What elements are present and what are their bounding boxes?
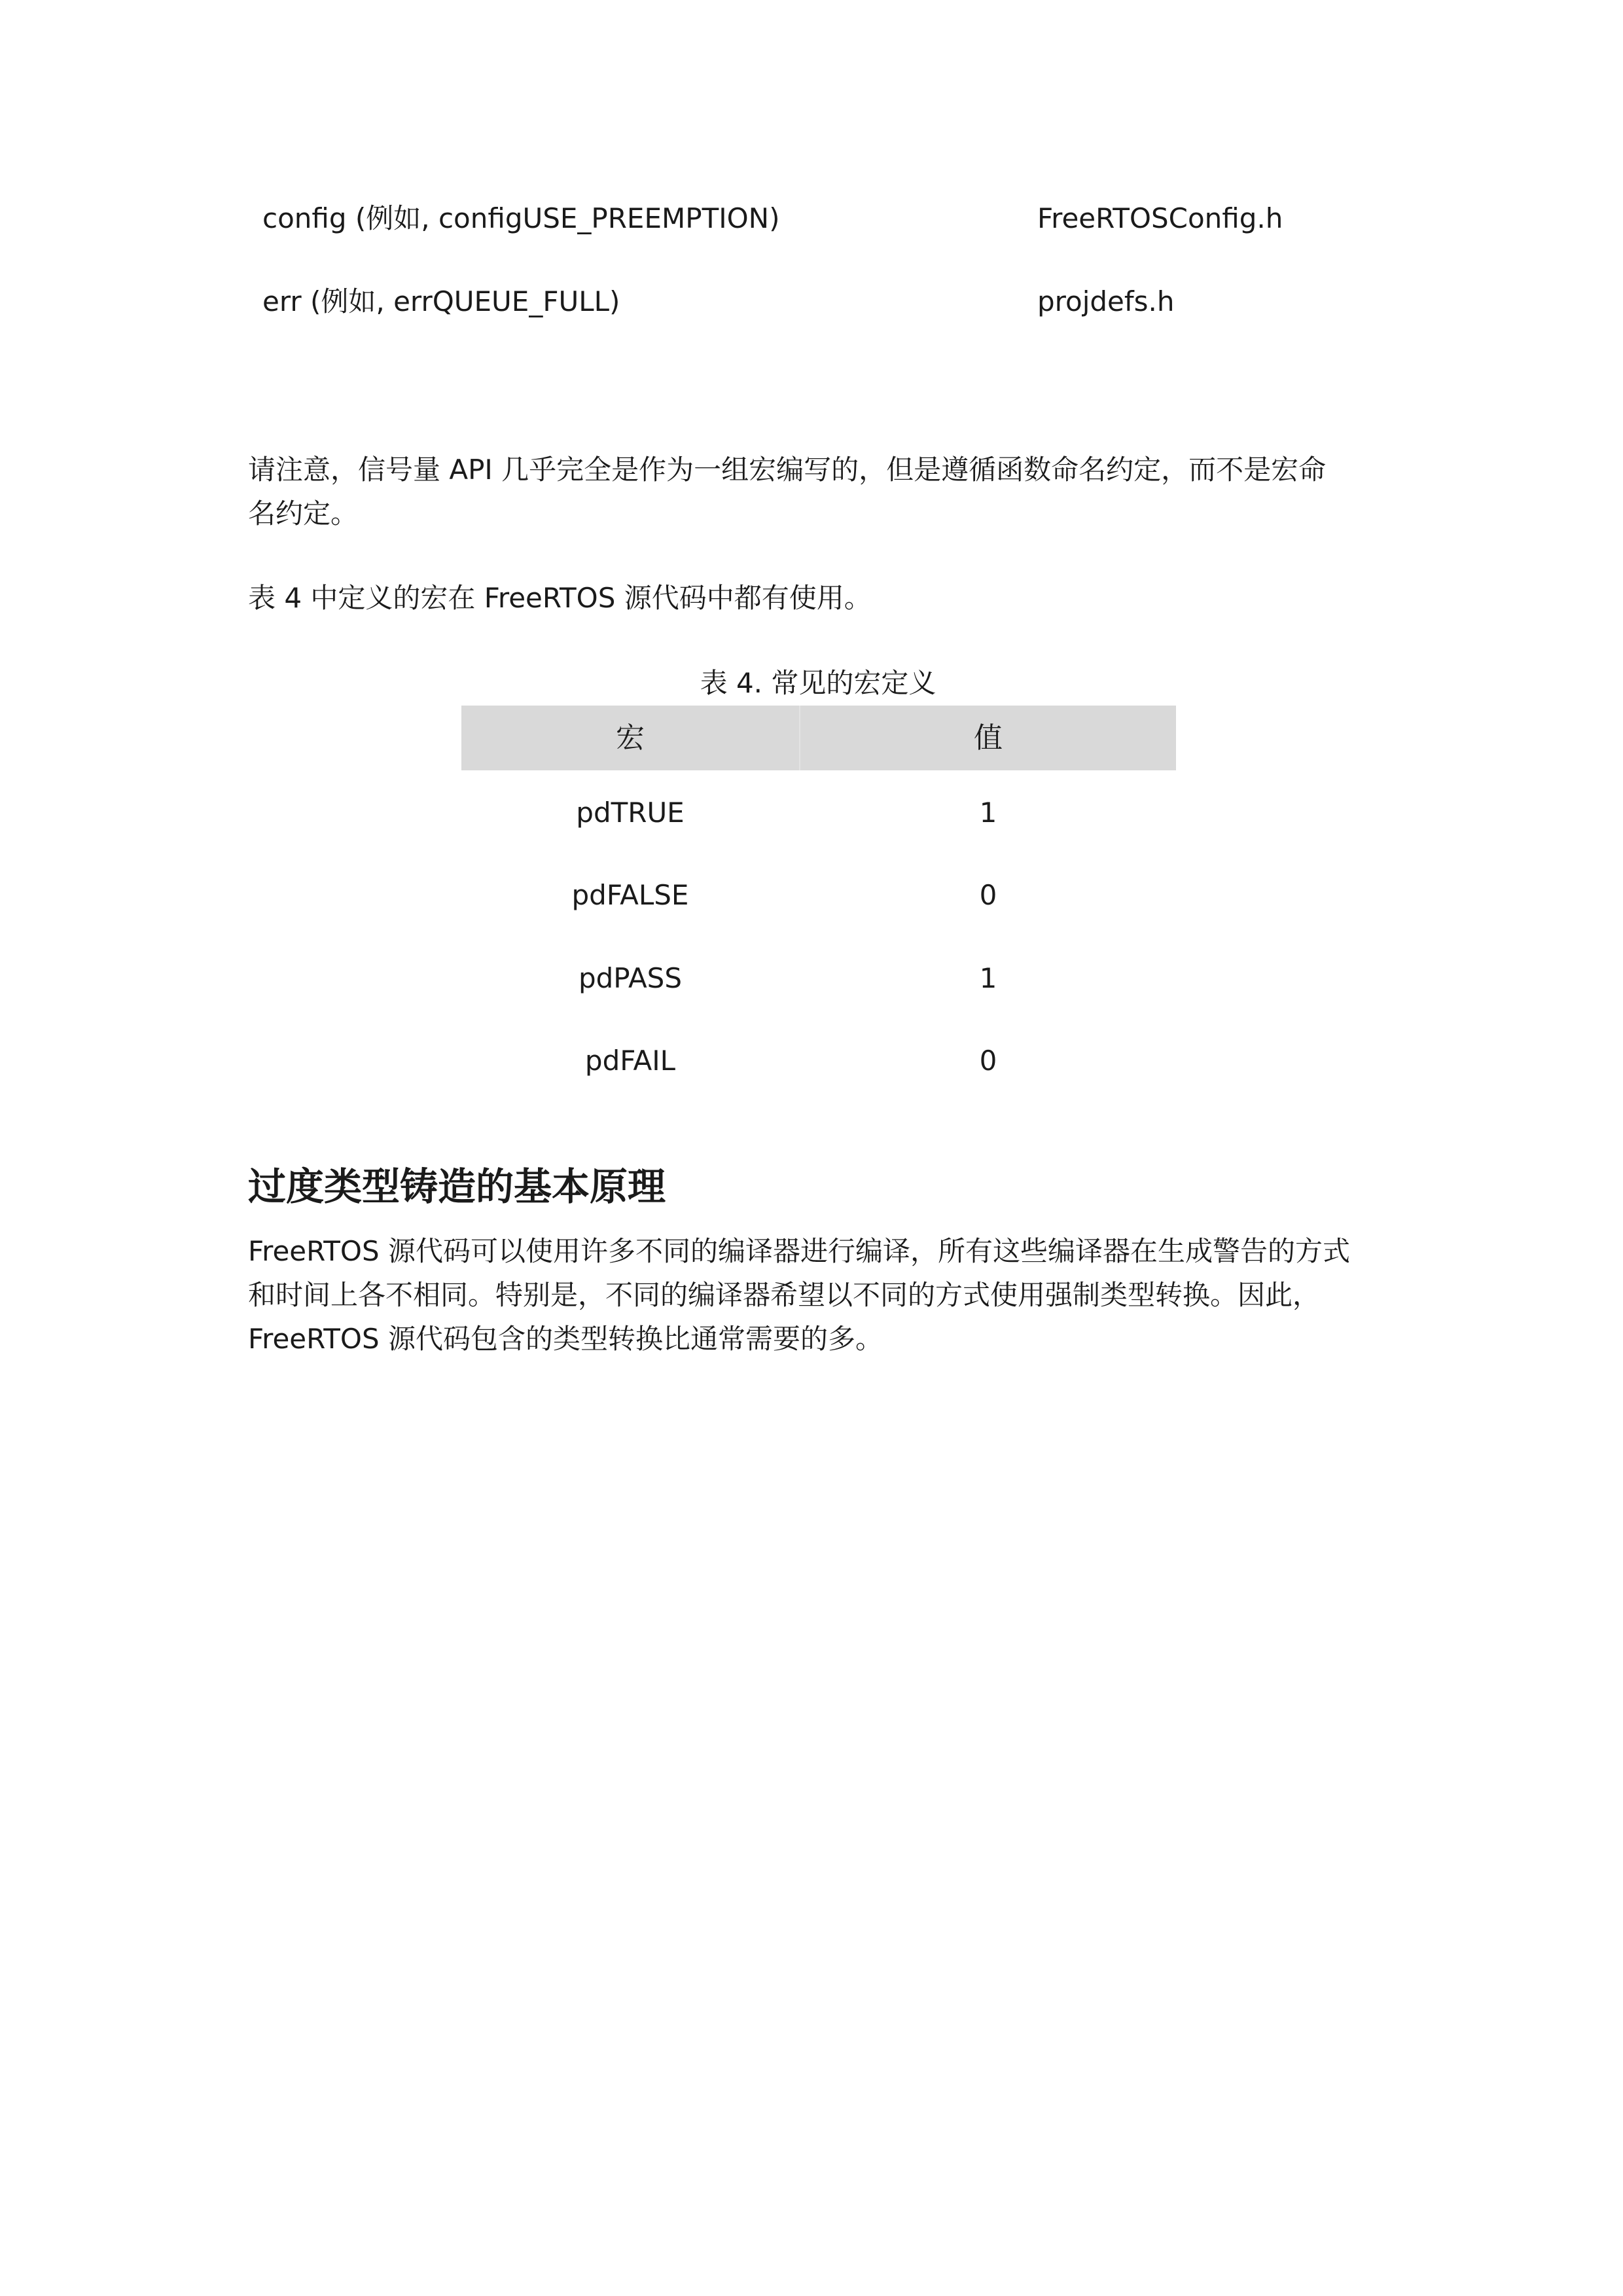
table-row (461, 959, 1176, 998)
table-header (461, 706, 1176, 770)
macro-cell: pdFALSE (571, 879, 689, 911)
macro-cell: pdFAIL (584, 1045, 676, 1077)
section-heading: 过度类型铸造的基本原理 (248, 1164, 666, 1209)
paragraph-line: 请注意，信号量 API 几乎完全是作为一组宏编写的，但是遵循函数命名约定，而不是宏命 (248, 454, 1327, 486)
header-macro: 宏 (616, 721, 645, 755)
location-cell: FreeRTOSConfig.h (1037, 202, 1283, 234)
paragraph-line: 和时间上各不相同。特别是，不同的编译器希望以不同的方式使用强制类型转换。因此， (248, 1279, 1321, 1311)
value-cell: 0 (979, 879, 997, 911)
prefix-cell: err (例如, errQUEUE_FULL) (262, 285, 620, 317)
paragraph-line: 名约定。 (248, 497, 359, 529)
header-value: 值 (974, 721, 1003, 755)
paragraph-line: FreeRTOS 源代码可以使用许多不同的编译器进行编译，所有这些编译器在生成警告的方式 (248, 1235, 1350, 1267)
section-body (248, 1229, 1350, 1361)
macro-cell: pdTRUE (576, 797, 685, 829)
prefix-cell: config (例如, configUSE_PREEMPTION) (262, 202, 780, 234)
value-cell: 1 (979, 797, 997, 829)
value-cell: 0 (979, 1045, 997, 1077)
table-row (461, 793, 1176, 833)
paragraph-line: 表 4 中定义的宏在 FreeRTOS 源代码中都有使用。 (248, 582, 872, 614)
paragraph-line: FreeRTOS 源代码包含的类型转换比通常需要的多。 (248, 1323, 883, 1355)
value-cell: 1 (979, 962, 997, 994)
table-reference-paragraph (248, 576, 872, 620)
table-row (461, 876, 1176, 915)
table-row (461, 1041, 1176, 1081)
note-paragraph (248, 448, 1326, 535)
macro-cell: pdPASS (578, 962, 682, 994)
table-caption: 表 4. 常见的宏定义 (700, 667, 936, 699)
location-cell: projdefs.h (1037, 285, 1175, 317)
